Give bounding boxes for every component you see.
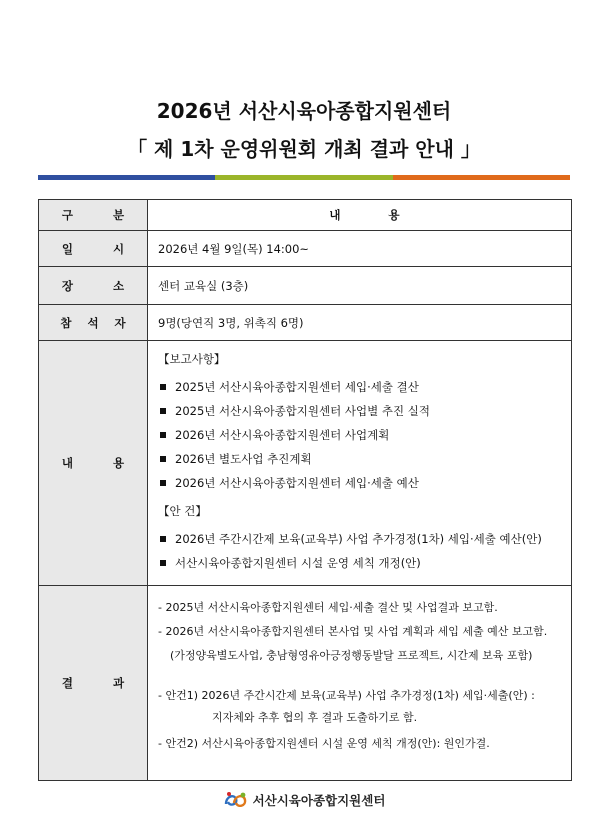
attendees-label-cell	[39, 305, 148, 341]
content-value-cell	[148, 341, 572, 586]
list-item	[158, 551, 571, 575]
rule-segment-blue	[38, 175, 215, 180]
list-item	[158, 447, 571, 471]
seosan-childcare-logo-icon	[223, 790, 249, 810]
list-item-text: 서산시육아종합지원센터 시설 운영 세칙 개정(안)	[175, 556, 421, 570]
meeting-info-table	[38, 199, 572, 781]
footer	[0, 790, 608, 810]
list-item-text: 2026년 서산시육아종합지원센터 사업계획	[175, 428, 390, 442]
square-bullet-icon	[160, 560, 166, 566]
result-line: - 2025년 서산시육아종합지원센터 세입·세출 결산 및 사업결과 보고함.	[158, 601, 498, 614]
tricolor-rule	[38, 175, 570, 180]
place-value: 센터 교육실 (3층)	[148, 267, 572, 305]
header-label: 구 분	[61, 208, 143, 222]
result-label: 결 과	[61, 676, 143, 690]
square-bullet-icon	[160, 536, 166, 542]
table-row-place	[39, 267, 572, 305]
list-item	[158, 399, 571, 423]
rule-segment-green	[215, 175, 392, 180]
list-item-text: 2026년 별도사업 추진계획	[175, 452, 312, 466]
result-label-cell	[39, 586, 148, 781]
result-value-cell	[148, 586, 572, 781]
table-row-datetime	[39, 231, 572, 267]
result-line: - 안건2) 서산시육아종합지원센터 시설 운영 세칙 개정(안): 원인가결.	[158, 737, 490, 750]
list-item	[158, 527, 571, 551]
square-bullet-icon	[160, 456, 166, 462]
page-title: 2026년 서산시육아종합지원센터	[156, 99, 452, 123]
list-item	[158, 375, 571, 399]
result-line: - 안건1) 2026년 주간시간제 보육(교육부) 사업 추가경정(1차) 세입·세출(안) :	[158, 689, 535, 702]
square-bullet-icon	[160, 408, 166, 414]
content-label-cell	[39, 341, 148, 586]
table-row-result	[39, 586, 572, 781]
page-subtitle: 「 제 1차 운영위원회 개최 결과 안내 」	[127, 137, 481, 161]
table-header-row	[39, 200, 572, 231]
footer-org-name: 서산시육아종합지원센터	[252, 793, 386, 808]
list-item	[158, 423, 571, 447]
rule-segment-orange	[393, 175, 570, 180]
attendees-label: 참 석 자	[60, 315, 132, 330]
list-item-text: 2025년 서산시육아종합지원센터 세입·세출 결산	[175, 380, 419, 394]
datetime-label-cell	[39, 231, 148, 267]
place-label-cell	[39, 267, 148, 305]
table-row-attendees	[39, 305, 572, 341]
table-row-content	[39, 341, 572, 586]
header-value: 내 용	[329, 208, 422, 222]
content-label: 내 용	[61, 456, 143, 470]
header-label-cell	[39, 200, 148, 231]
square-bullet-icon	[160, 432, 166, 438]
result-line: - 2026년 서산시육아종합지원센터 본사업 및 사업 계획과 세입 세출 예산 보고함.	[158, 625, 548, 638]
result-line: 지자체와 추후 협의 후 결과 도출하기로 함.	[212, 711, 418, 724]
datetime-label: 일 시	[61, 241, 143, 256]
square-bullet-icon	[160, 480, 166, 486]
place-label: 장 소	[61, 278, 143, 293]
list-item-text: 2026년 서산시육아종합지원센터 세입·세출 예산	[175, 476, 419, 490]
list-item	[158, 471, 571, 495]
list-item-text: 2025년 서산시육아종합지원센터 사업별 추진 실적	[175, 404, 430, 418]
attendees-value: 9명(당연직 3명, 위촉직 6명)	[148, 305, 572, 341]
square-bullet-icon	[160, 384, 166, 390]
header-value-cell	[148, 200, 572, 231]
report-heading: 【보고사항】	[158, 352, 226, 366]
agenda-list	[158, 527, 571, 575]
report-list	[158, 375, 571, 495]
result-line: (가정양육별도사업, 충남형영유아긍정행동발달 프로젝트, 시간제 보육 포함)	[170, 649, 533, 662]
list-item-text: 2026년 주간시간제 보육(교육부) 사업 추가경정(1차) 세입·세출 예산(안)	[175, 532, 542, 546]
datetime-value: 2026년 4월 9일(목) 14:00~	[148, 231, 572, 267]
agenda-heading: 【안 건】	[158, 504, 207, 518]
